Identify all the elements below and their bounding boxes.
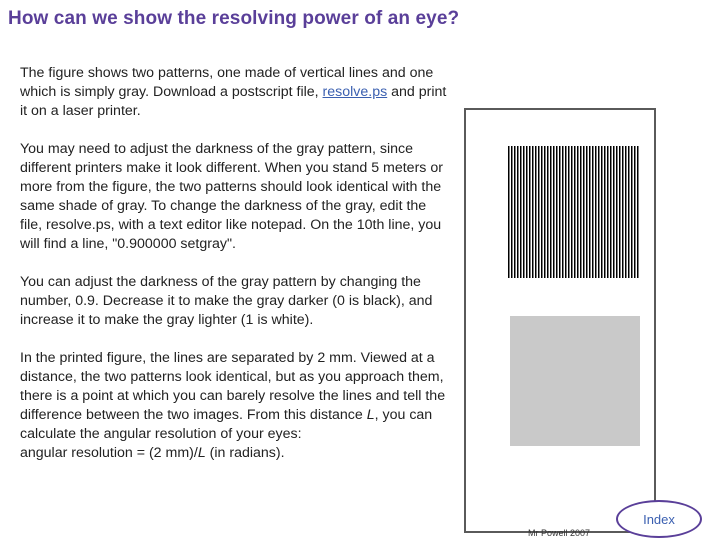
formula-variable: L [197, 445, 206, 461]
pattern-line [604, 146, 606, 278]
pattern-line [631, 146, 633, 278]
gray-square-pattern [510, 316, 640, 446]
pattern-line [550, 146, 552, 278]
pattern-line [634, 146, 636, 278]
pattern-line [580, 146, 582, 278]
pattern-line [559, 146, 561, 278]
paragraph-intro [20, 64, 450, 121]
vertical-line-pattern [508, 146, 640, 278]
pattern-line [586, 146, 588, 278]
index-button[interactable]: Index [616, 500, 702, 538]
pattern-line [523, 146, 525, 278]
pattern-line [553, 146, 555, 278]
paragraph-darkness: You can adjust the darkness of the gray pattern by changing the number, 0.9. Decrease it to make the gray darker (0 is black), and increase it to make the gray lighter (1 is white). [20, 274, 433, 328]
pattern-line [601, 146, 603, 278]
formula-text-end: (in radians). [205, 445, 285, 461]
intro-text: The figure shows two patterns, one made of vertical lines and one which is simply gray. Download a postscript file, [20, 65, 434, 100]
pattern-line [577, 146, 579, 278]
pattern-line [616, 146, 618, 278]
resolve-ps-link[interactable]: resolve.ps [322, 84, 388, 100]
distance-variable: L [366, 407, 375, 423]
page-title: How can we show the resolving power of an eye? [8, 8, 460, 29]
pattern-line [538, 146, 540, 278]
pattern-line [619, 146, 621, 278]
pattern-line [535, 146, 537, 278]
pattern-line [610, 146, 612, 278]
paragraph-adjust: You may need to adjust the darkness of the gray pattern, since different printers make it look different. When you stand 5 meters or more from the figure, the two patterns should look identical with the same shade of gray. To change the darkness of the gray, edit the file, resolve.ps, with a text editor like notepad. On the 10th line, you will find a line, "0.900000 setgray". [20, 141, 443, 252]
pattern-line [595, 146, 597, 278]
pattern-line [613, 146, 615, 278]
resolution-text: In the printed figure, the lines are separated by 2 mm. Viewed at a distance, the two patterns look identical, but as you approach them, there is a point at which you can barely resolve the lines and tell the difference between the two images. From this distance [20, 350, 446, 423]
pattern-line [532, 146, 534, 278]
pattern-line [625, 146, 627, 278]
pattern-line [529, 146, 531, 278]
pattern-line [637, 146, 639, 278]
pattern-line [568, 146, 570, 278]
pattern-line [547, 146, 549, 278]
pattern-line [571, 146, 573, 278]
intro-text-end: and print it on a laser printer. [20, 84, 447, 119]
pattern-line [541, 146, 543, 278]
body-text [20, 64, 450, 482]
pattern-line [598, 146, 600, 278]
resolution-figure [464, 108, 656, 533]
pattern-line [574, 146, 576, 278]
pattern-line [562, 146, 564, 278]
pattern-line [508, 146, 510, 278]
pattern-line [589, 146, 591, 278]
formula-text: angular resolution = (2 mm)/ [20, 445, 198, 461]
pattern-line [514, 146, 516, 278]
pattern-line [544, 146, 546, 278]
pattern-line [526, 146, 528, 278]
pattern-line [622, 146, 624, 278]
pattern-line [628, 146, 630, 278]
paragraph-resolution [20, 349, 450, 463]
pattern-line [565, 146, 567, 278]
pattern-line [520, 146, 522, 278]
author-credit: Mr Powell 2007 [528, 528, 591, 538]
pattern-line [607, 146, 609, 278]
pattern-line [583, 146, 585, 278]
resolution-text-cont: , you can calculate the angular resolution of your eyes: [20, 407, 433, 442]
pattern-line [556, 146, 558, 278]
pattern-line [592, 146, 594, 278]
pattern-line [517, 146, 519, 278]
pattern-line [511, 146, 513, 278]
